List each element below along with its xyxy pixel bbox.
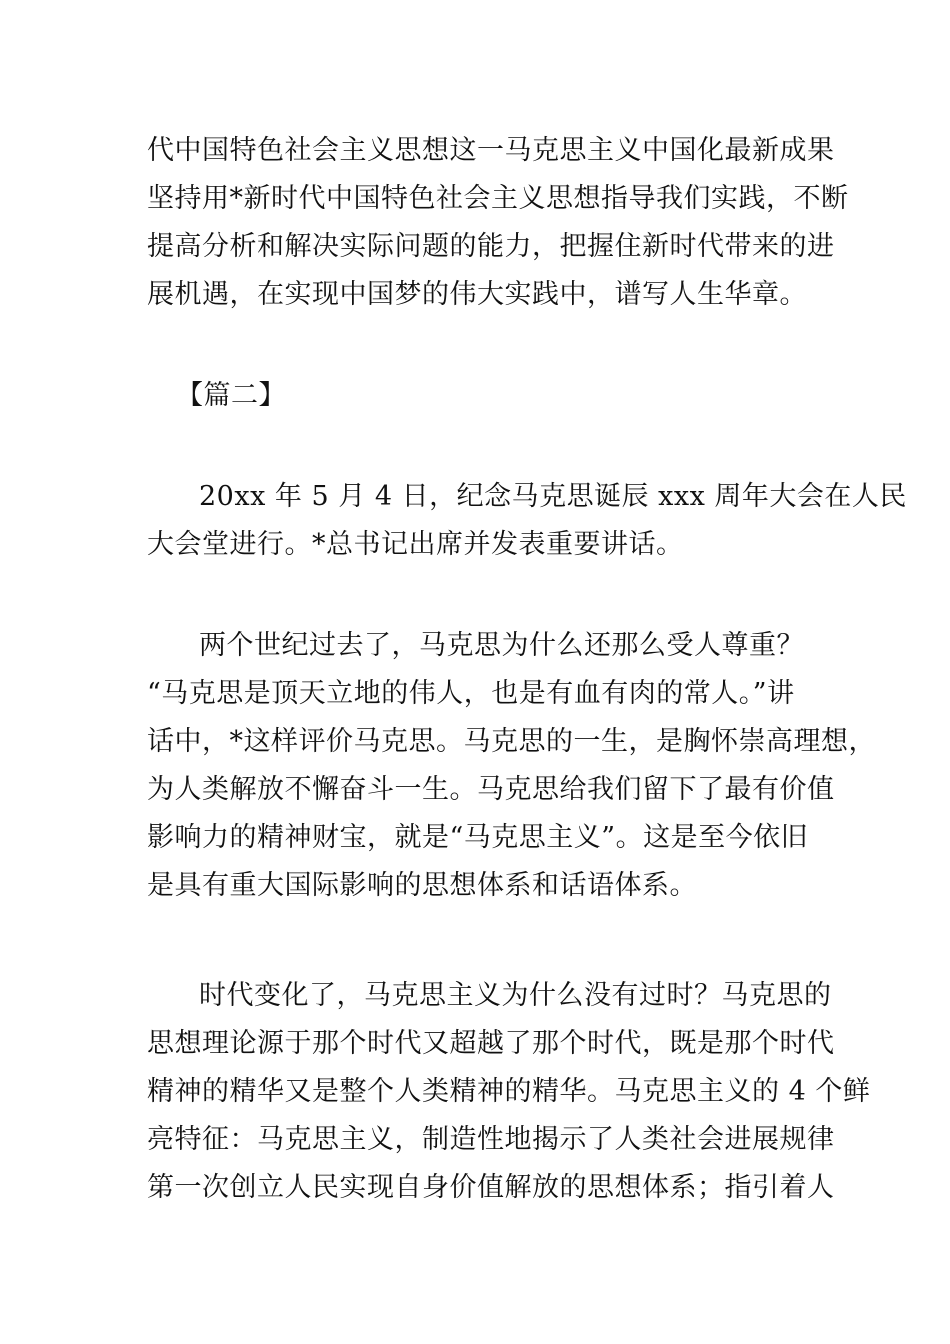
paragraph-line: 精神的精华又是整个人类精神的精华。马克思主义的 4 个鲜 bbox=[147, 1076, 871, 1107]
paragraph-line: 亮特征：马克思主义，制造性地揭示了人类社会进展规律 bbox=[147, 1124, 835, 1155]
paragraph-line: 两个世纪过去了，马克思为什么还那么受人尊重？ bbox=[199, 630, 804, 661]
paragraph-line: 大会堂进行。*总书记出席并发表重要讲话。 bbox=[147, 529, 684, 560]
paragraph-line: 提高分析和解决实际问题的能力，把握住新时代带来的进 bbox=[147, 231, 835, 262]
section-heading: 【篇二】 bbox=[176, 380, 286, 411]
paragraph-line: 是具有重大国际影响的思想体系和话语体系。 bbox=[147, 870, 697, 901]
paragraph-line: 第一次创立人民实现自身价值解放的思想体系；指引着人 bbox=[147, 1172, 835, 1203]
paragraph-line: “马克思是顶天立地的伟人，也是有血有肉的常人。”讲 bbox=[147, 678, 795, 709]
paragraph-line: 坚持用*新时代中国特色社会主义思想指导我们实践，不断 bbox=[147, 183, 849, 214]
paragraph-line: 话中，*这样评价马克思。马克思的一生，是胸怀崇高理想， bbox=[147, 726, 876, 757]
paragraph-line: 代中国特色社会主义思想这一马克思主义中国化最新成果 bbox=[147, 135, 835, 166]
paragraph-line: 时代变化了，马克思主义为什么没有过时？马克思的 bbox=[199, 980, 832, 1011]
paragraph-line: 影响力的精神财宝，就是“马克思主义”。这是至今依旧 bbox=[147, 822, 809, 853]
paragraph-line: 20xx 年 5 月 4 日，纪念马克思诞辰 xxx 周年大会在人民 bbox=[199, 481, 907, 512]
paragraph-line: 思想理论源于那个时代又超越了那个时代，既是那个时代 bbox=[147, 1028, 835, 1059]
paragraph-line: 为人类解放不懈奋斗一生。马克思给我们留下了最有价值 bbox=[147, 774, 835, 805]
paragraph-line: 展机遇，在实现中国梦的伟大实践中，谱写人生华章。 bbox=[147, 279, 807, 310]
